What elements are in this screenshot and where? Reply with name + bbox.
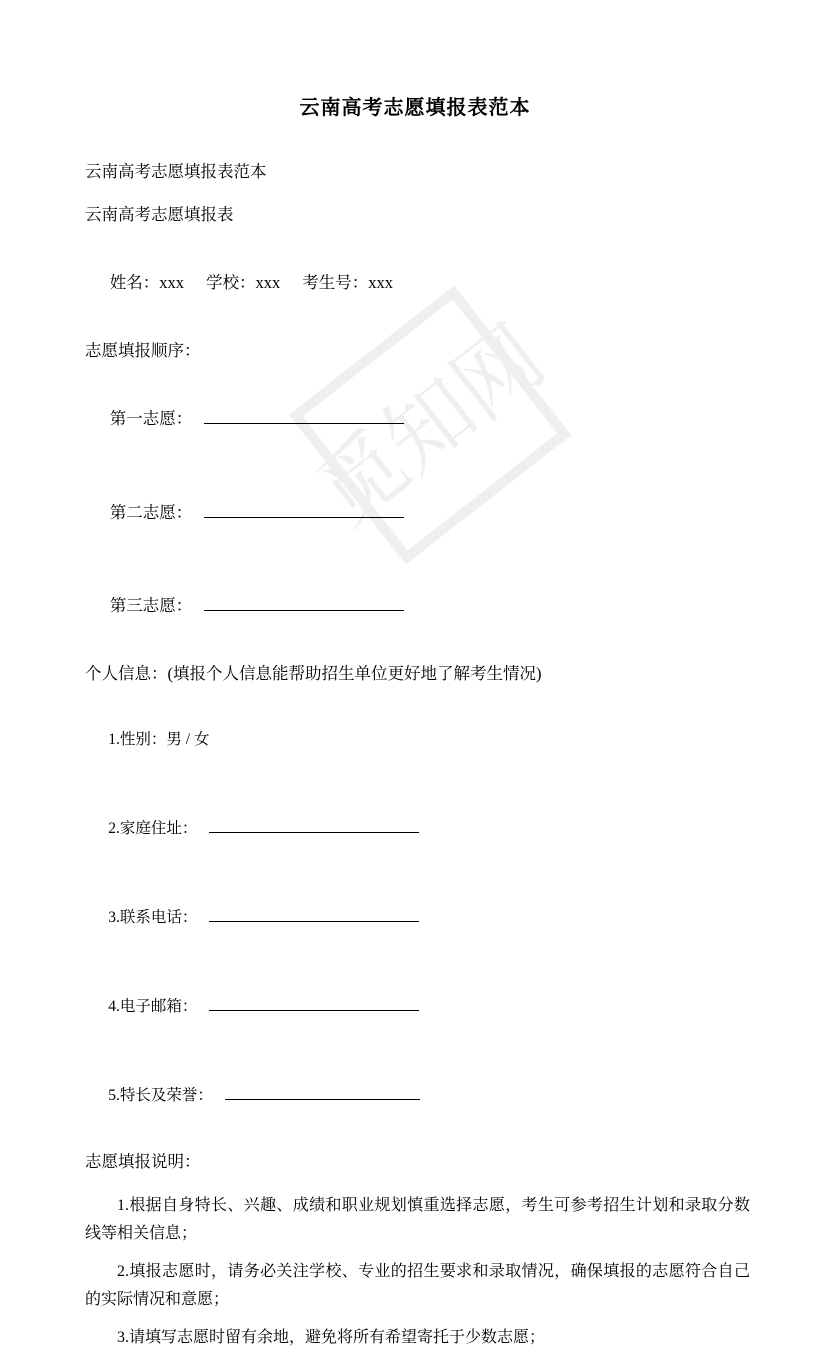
personal-blank-5[interactable] <box>225 1099 420 1100</box>
personal-label-3: 3.联系电话： <box>108 909 198 927</box>
identity-line <box>85 244 750 321</box>
document-body <box>0 159 830 1352</box>
line-form-name: 云南高考志愿填报表 <box>85 204 234 224</box>
choice-label-1: 第一志愿： <box>109 408 193 428</box>
line-doc-name: 云南高考志愿填报表范本 <box>85 162 267 181</box>
exam-id-value: xxx <box>368 272 393 292</box>
personal-blank-2[interactable] <box>209 832 419 833</box>
choice-row-2 <box>85 474 750 551</box>
personal-blank-3[interactable] <box>209 921 419 922</box>
personal-item-1 <box>85 704 750 776</box>
choice-blank-1[interactable] <box>204 423 404 424</box>
personal-item-4 <box>85 971 750 1043</box>
personal-value-1[interactable]: 男 / 女 <box>166 731 210 749</box>
personal-item-2 <box>85 793 750 865</box>
choice-row-3 <box>85 568 750 645</box>
choice-label-2: 第二志愿： <box>109 502 193 522</box>
svg-text:觅知网: 觅知网 <box>299 308 562 544</box>
note-item-1: 1.根据自身特长、兴趣、成绩和职业规划慎重选择志愿，考生可参考招生计划和录取分数线等相关信息； <box>85 1196 750 1242</box>
school-value: xxx <box>255 272 281 292</box>
exam-id-label: 考生号： <box>302 272 369 292</box>
choice-row-1 <box>85 380 750 457</box>
personal-item-3 <box>85 882 750 954</box>
personal-item-5 <box>85 1060 750 1132</box>
order-heading: 志愿填报顺序： <box>85 340 201 360</box>
name-label: 姓名： <box>109 272 160 292</box>
personal-label-1: 1.性别： <box>108 731 167 749</box>
personal-label-5: 5.特长及荣誉： <box>108 1087 213 1105</box>
name-value: xxx <box>159 272 184 292</box>
page-title: 云南高考志愿填报表范本 <box>299 97 531 119</box>
personal-heading: 个人信息：(填报个人信息能帮助招生单位更好地了解考生情况) <box>85 664 542 684</box>
personal-label-2: 2.家庭住址： <box>108 820 198 838</box>
choice-blank-2[interactable] <box>204 517 404 518</box>
notes-heading: 志愿填报说明： <box>85 1152 201 1172</box>
choice-blank-3[interactable] <box>204 610 404 611</box>
personal-blank-4[interactable] <box>209 1010 419 1011</box>
note-item-3: 3.请填写志愿时留有余地，避免将所有希望寄托于少数志愿； <box>117 1328 546 1346</box>
school-label: 学校： <box>206 272 256 292</box>
personal-label-4: 4.电子邮箱： <box>108 998 198 1016</box>
choice-label-3: 第三志愿： <box>109 596 193 616</box>
note-item-2: 2.填报志愿时，请务必关注学校、专业的招生要求和录取情况，确保填报的志愿符合自己的实际情况和意愿； <box>85 1262 750 1308</box>
